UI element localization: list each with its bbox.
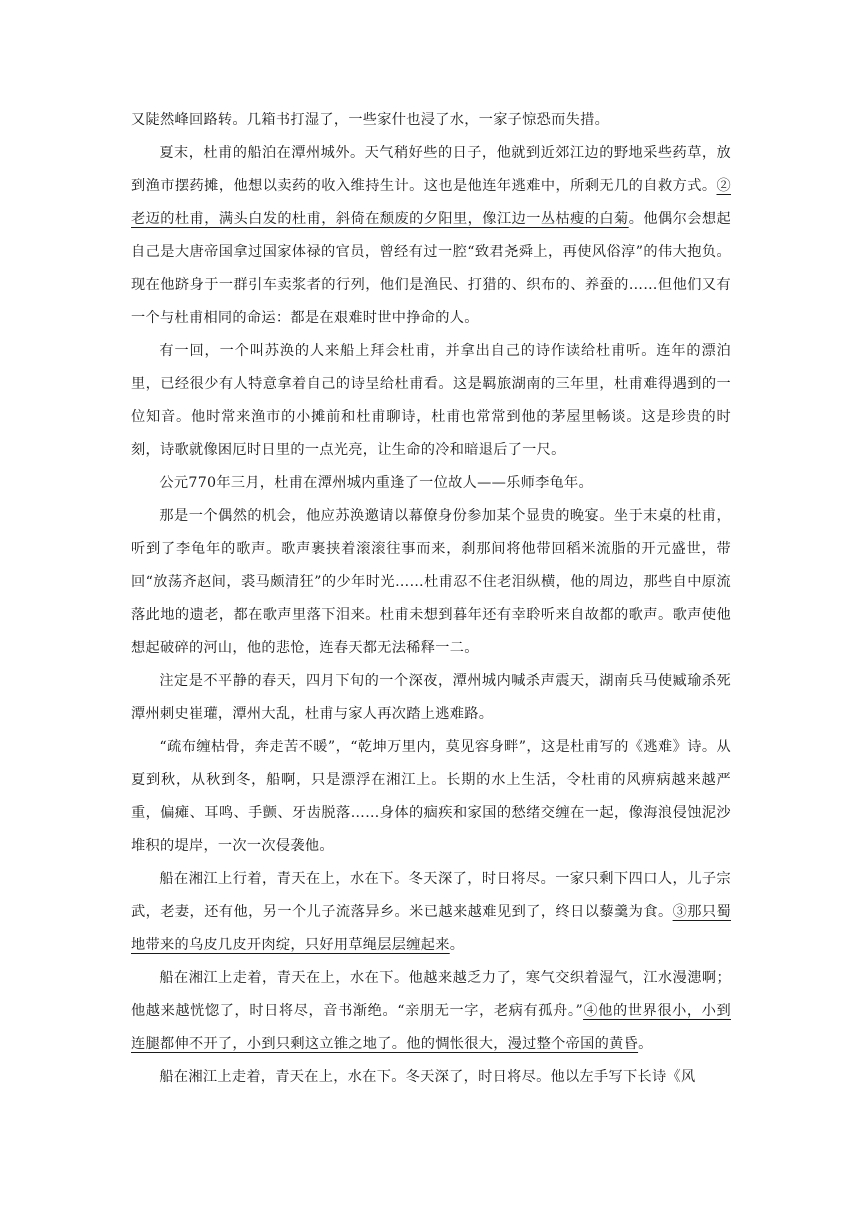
paragraph-10: 船在湘江上走着，青天在上，水在下。冬天深了，时日将尽。他以左手写下长诗《风 xyxy=(159,1069,696,1085)
underlined-sentence-3: ③那只蜀地带来的乌皮几皮开肉绽，只好用草绳层层缠起来 xyxy=(131,904,731,953)
article-body xyxy=(131,104,731,1094)
paragraph-2-text: 夏末，杜甫的船泊在潭州城外。天气稍好些的日子，他就到近郊江边的野地采些药草，放到渔市摆药摊，他想以卖药的收入维持生计。这也是他连年逃难中，所剩无几的自救方式。 xyxy=(131,145,731,194)
paragraph-4: 公元770年三月，杜甫在潭州城内重逢了一位故人——乐师李龟年。 xyxy=(159,475,594,491)
paragraph-2 xyxy=(131,137,731,335)
paragraph-8 xyxy=(131,863,731,962)
paragraph-9-text-end: 。 xyxy=(638,1036,653,1052)
paragraph-6: 注定是不平静的春天，四月下旬的一个深夜，潭州城内喊杀声震天，湖南兵马使臧瑜杀死潭州刺史崔瓘，潭州大乱，杜甫与家人再次踏上逃难路。 xyxy=(131,673,731,722)
paragraph-5: 那是一个偶然的机会，他应苏涣邀请以幕僚身份参加某个显贵的晚宴。坐于末桌的杜甫，听到了李龟年的歌声。歌声裹挟着滚滚往事而来，刹那间将他带回稻米流脂的开元盛世，带回“放荡齐赵间，裘马颇清狂”的少年时光……杜甫忍不住老泪纵横，他的周边，那些自中原流落此地的遗老，都在歌声里落下泪来。杜甫未想到暮年还有幸聆听来自故都的歌声。歌声使他想起破碎的河山，他的悲怆，连春天都无法稀释一二。 xyxy=(131,508,731,656)
paragraph-8-text-end: 。 xyxy=(449,937,465,953)
paragraph-9-text: 船在湘江上走着，青天在上，水在下。他越来越乏力了，寒气交织着湿气，江水漫漶啊；他越来越恍惚了，时日将尽，音书渐绝。“亲朋无一字，老病有孤舟。” xyxy=(131,970,731,1019)
underlined-sentence-2: ②老迈的杜甫，满头白发的杜甫，斜倚在颓废的夕阳里，像江边一丛枯瘦的白菊 xyxy=(131,178,731,227)
paragraph-8-text: 船在湘江上行着，青天在上，水在下。冬天深了，时日将尽。一家只剩下四口人，儿子宗武，老妻，还有他，另一个儿子流落异乡。米已越来越难见到了，终日以藜羹为食。 xyxy=(131,871,731,920)
paragraph-9 xyxy=(131,962,731,1061)
paragraph-1: 又陡然峰回路转。几箱书打湿了，一些家什也浸了水，一家子惊恐而失措。 xyxy=(131,112,610,128)
paragraph-3: 有一回，一个叫苏涣的人来船上拜会杜甫，并拿出自己的诗作读给杜甫听。连年的漂泊里，已经很少有人特意拿着自己的诗呈给杜甫看。这是羁旅湖南的三年里，杜甫难得遇到的一位知音。他时常来渔市的小摊前和杜甫聊诗，杜甫也常常到他的茅屋里畅谈。这是珍贵的时刻，诗歌就像困厄时日里的一点光亮，让生命的冷和暗退后了一尺。 xyxy=(131,343,731,458)
underlined-sentence-4: ④他的世界很小，小到连腿都伸不开了，小到只剩这立锥之地了。他的惆怅很大，漫过整个帝国的黄昏 xyxy=(131,1003,731,1052)
paragraph-7: “疏布缠枯骨，奔走苦不暖”，“乾坤万里内，莫见容身畔”，这是杜甫写的《逃难》诗。从夏到秋，从秋到冬，船啊，只是漂浮在湘江上。长期的水上生活，令杜甫的风痹病越来越严重，偏瘫、耳鸣、手颤、牙齿脱落……身体的痼疾和家国的愁绪交缠在一起，像海浪侵蚀泥沙堆积的堤岸，一次一次侵袭他。 xyxy=(131,739,731,854)
paragraph-2-text-end: 。他偶尔会想起自己是大唐帝国拿过国家体禄的官员，曾经有过一腔“致君尧舜上，再使风俗淳”的伟大抱负。现在他跻身于一群引车卖浆者的行列，他们是渔民、打猎的、织布的、养蚕的……但他们又有一个与杜甫相同的命运：都是在艰难时世中挣命的人。 xyxy=(131,211,732,326)
